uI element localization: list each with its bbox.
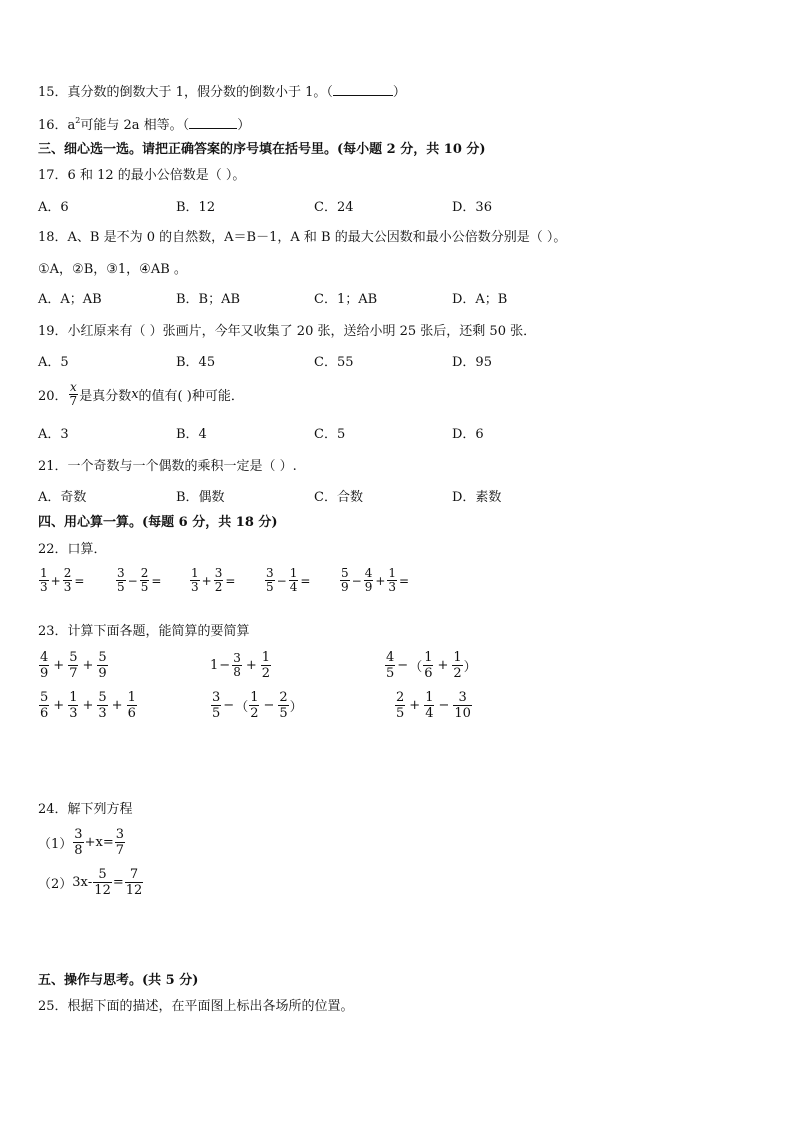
option-c[interactable]: C．5 (314, 427, 346, 442)
mental-calc-1: $\frac{1}{3}$ + $\frac{2}{3}$ = (40, 566, 85, 594)
answer-blank[interactable] (333, 83, 393, 96)
question-25: 25．根据下面的描述，在平面图上标出各场所的位置。 (38, 999, 354, 1014)
option-c[interactable]: C．1；AB (314, 292, 378, 307)
question-19: 19．小红原来有（ ）张画片，今年又收集了 20 张，送给小明 25 张后，还剩 50 张． (38, 324, 537, 339)
question-23: 23．计算下面各题，能简算的要简算 (38, 624, 250, 639)
answer-blank[interactable] (189, 116, 237, 129)
question-22: 22．口算． (38, 542, 107, 557)
option-d[interactable]: D．6 (452, 427, 484, 442)
option-a[interactable]: A．3 (38, 427, 69, 442)
question-18-choices: ①A，②B，③1，④AB 。 (38, 262, 187, 277)
option-b[interactable]: B．45 (176, 355, 216, 370)
section-3-heading: 三、细心选一选。请把正确答案的序号填在括号里。(每小题 2 分，共 10 分) (38, 142, 486, 157)
mental-calc-2: $\frac{3}{5}$ − $\frac{2}{5}$ = (117, 566, 162, 594)
option-d[interactable]: D．A；B (452, 292, 508, 307)
question-20: 20． $\frac{x}{7}$ 是真分数 x 的值有( )种可能． (38, 380, 244, 408)
question-18: 18．A、B 是不为 0 的自然数，A＝B－1，A 和 B 的最大公因数和最小公倍数分别是（ ）。 (38, 230, 567, 245)
option-b[interactable]: B．B；AB (176, 292, 241, 307)
question-16: 16．$a^2$可能与 2a 相等。（ ） (38, 116, 251, 133)
option-a[interactable]: A．A；AB (38, 292, 102, 307)
option-c[interactable]: C．55 (314, 355, 354, 370)
option-d[interactable]: D．95 (452, 355, 492, 370)
calc-expression-3: $\frac{4}{5}$ − （ $\frac{1}{6}$ + $\frac{1}{2}$ ） (386, 650, 477, 681)
mental-calc-5: $\frac{5}{9}$ − $\frac{4}{9}$ + $\frac{1}{3}$ = (341, 566, 410, 594)
option-b[interactable]: B．12 (176, 200, 216, 215)
question-17: 17．6 和 12 的最小公倍数是（ ）。 (38, 168, 246, 183)
option-d[interactable]: D．36 (452, 200, 492, 215)
option-b[interactable]: B．4 (176, 427, 207, 442)
mental-calc-3: $\frac{1}{3}$ + $\frac{3}{2}$ = (191, 566, 236, 594)
equation-2: （2） 3x - $\frac{5}{12}$ = $\frac{7}{12}$ (38, 867, 143, 898)
q15-text: 15．真分数的倒数大于 1，假分数的倒数小于 1。（ (38, 85, 333, 100)
calc-expression-1: $\frac{4}{9}$ + $\frac{5}{7}$ + $\frac{5}{9}$ (40, 650, 107, 681)
section-4-heading: 四、用心算一算。(每题 6 分，共 18 分) (38, 515, 278, 530)
option-d[interactable]: D．素数 (452, 490, 502, 505)
option-a[interactable]: A．6 (38, 200, 69, 215)
option-b[interactable]: B．偶数 (176, 490, 225, 505)
option-a[interactable]: A．5 (38, 355, 69, 370)
section-5-heading: 五、操作与思考。(共 5 分) (38, 973, 199, 988)
fraction: $\frac{x}{7}$ (69, 380, 78, 408)
option-c[interactable]: C．合数 (314, 490, 363, 505)
question-21: 21．一个奇数与一个偶数的乘积一定是（ ）. (38, 459, 297, 474)
calc-expression-5: $\frac{3}{5}$ − （ $\frac{1}{2}$ − $\frac{2}{5}$ ） (212, 690, 303, 721)
question-24: 24．解下列方程 (38, 802, 133, 817)
calc-expression-2: 1 − $\frac{3}{8}$ + $\frac{1}{2}$ (210, 650, 271, 681)
option-a[interactable]: A．奇数 (38, 490, 87, 505)
calc-expression-6: $\frac{2}{5}$ + $\frac{1}{4}$ − $\frac{3}{10}$ (396, 690, 471, 721)
option-c[interactable]: C．24 (314, 200, 354, 215)
question-15: 15．真分数的倒数大于 1，假分数的倒数小于 1。（ ） (38, 85, 406, 100)
mental-calc-4: $\frac{3}{5}$ − $\frac{1}{4}$ = (266, 566, 311, 594)
equation-1: （1） $\frac{3}{8}$ + x = $\frac{3}{7}$ (38, 827, 124, 858)
calc-expression-4: $\frac{5}{6}$ + $\frac{1}{3}$ + $\frac{5}{3}$ + $\frac{1}{6}$ (40, 690, 136, 721)
